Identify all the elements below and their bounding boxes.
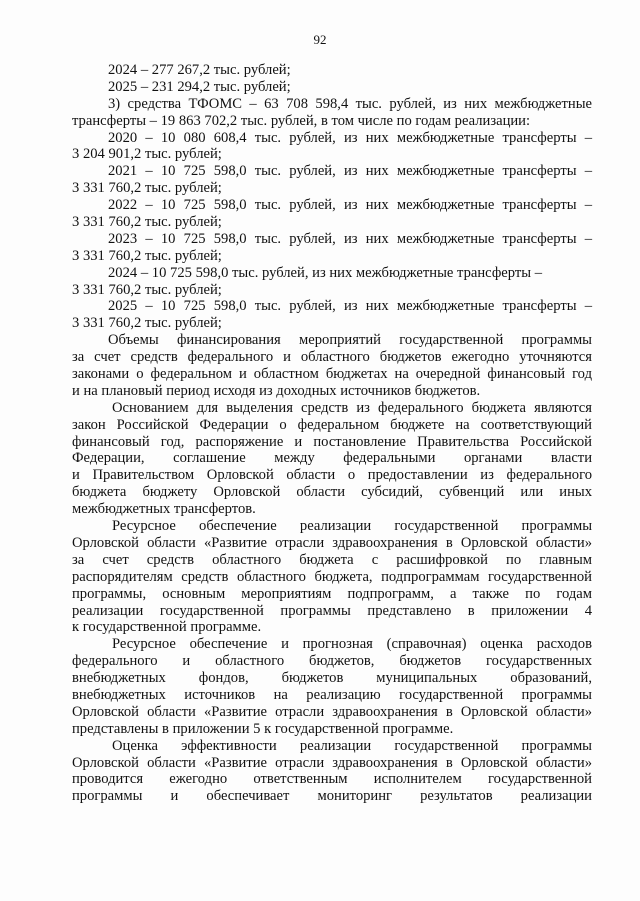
text-line: проводится ежегодно ответственным исполнителем государственной xyxy=(72,771,592,788)
text-line: и на плановый период исходя из доходных источников бюджетов. xyxy=(72,382,481,399)
text-line: закон Российской Федерации о федеральном бюджете на соответствующий xyxy=(72,416,592,433)
text-line: 2024 – 10 725 598,0 тыс. рублей, из них межбюджетные трансферты – xyxy=(108,264,542,281)
text-line: 2025 – 10 725 598,0 тыс. рублей, из них межбюджетные трансферты – xyxy=(108,298,592,315)
text-line: Орловской области «Развитие отрасли здравоохранения в Орловской области» xyxy=(72,754,592,771)
text-line: финансовый год, распоряжение и постановление Правительства Российской xyxy=(72,433,592,450)
text-line: 3 331 760,2 тыс. рублей; xyxy=(72,180,222,197)
text-line: межбюджетных трансфертов. xyxy=(72,501,256,518)
text-line: 2023 – 10 725 598,0 тыс. рублей, из них межбюджетные трансферты – xyxy=(108,230,592,247)
text-line: федерального и областного бюджетов, бюджетов государственных xyxy=(72,653,592,670)
text-line: внебюджетных фондов, бюджетов муниципальных образований, xyxy=(72,670,592,687)
text-line: за счет средств федерального и областного бюджетов ежегодно уточняются xyxy=(72,349,592,366)
text-line: 2022 – 10 725 598,0 тыс. рублей, из них межбюджетные трансферты – xyxy=(108,197,592,214)
body-text xyxy=(72,62,592,805)
text-line: к государственной программе. xyxy=(72,619,262,636)
text-line: 3 331 760,2 тыс. рублей; xyxy=(72,281,222,298)
text-line: 3 331 760,2 тыс. рублей; xyxy=(72,247,222,264)
text-line: законами о федеральном и областном бюджетах на очередной финансовый год xyxy=(72,366,592,383)
text-line: представлены в приложении 5 к государственной программе. xyxy=(72,720,454,737)
text-line: реализации государственной программы представлено в приложении 4 xyxy=(72,602,592,619)
text-line: и Правительством Орловской области о предоставлении из федерального xyxy=(72,467,592,484)
text-line: Ресурсное обеспечение и прогнозная (справочная) оценка расходов xyxy=(112,636,592,653)
text-line: Ресурсное обеспечение реализации государственной программы xyxy=(112,518,592,535)
text-line: бюджета бюджету Орловской области субсидий, субвенций или иных xyxy=(72,484,592,501)
text-line: за счет средств областного бюджета с расшифровкой по главным xyxy=(72,551,592,568)
text-line: распорядителям средств областного бюджета, подпрограммам государственной xyxy=(72,568,592,585)
text-line: 2021 – 10 725 598,0 тыс. рублей, из них межбюджетные трансферты – xyxy=(108,163,592,180)
text-line: 3 204 901,2 тыс. рублей; xyxy=(72,146,222,163)
text-line: программы и обеспечивает мониторинг результатов реализации xyxy=(72,788,592,805)
text-line: Объемы финансирования мероприятий государственной программы xyxy=(108,332,592,349)
text-line: Орловской области «Развитие отрасли здравоохранения в Орловской области» xyxy=(72,534,592,551)
text-line: Оценка эффективности реализации государственной программы xyxy=(112,737,592,754)
text-line: Федерации, соглашение между федеральными органами власти xyxy=(72,450,592,467)
text-line: 3 331 760,2 тыс. рублей; xyxy=(72,315,222,332)
text-line: 2020 – 10 080 608,4 тыс. рублей, из них межбюджетные трансферты – xyxy=(108,129,592,146)
text-line: 2024 – 277 267,2 тыс. рублей; xyxy=(108,62,291,78)
text-line: программы, основным мероприятиям подпрограмм, а также по годам xyxy=(72,585,592,602)
text-line: 3 331 760,2 тыс. рублей; xyxy=(72,214,222,231)
text-line: Орловской области «Развитие отрасли здравоохранения в Орловской области» xyxy=(72,703,592,720)
text-line: 2025 – 231 294,2 тыс. рублей; xyxy=(108,78,291,95)
text-line: Основанием для выделения средств из федерального бюджета являются xyxy=(112,399,592,416)
page-number: 92 xyxy=(313,32,327,47)
text-line: 3) средства ТФОМС – 63 708 598,4 тыс. рублей, из них межбюджетные xyxy=(108,95,592,112)
text-line: внебюджетных источников на реализацию государственной программы xyxy=(72,686,592,703)
text-line: трансферты – 19 863 702,2 тыс. рублей, в том числе по годам реализации: xyxy=(72,112,531,129)
